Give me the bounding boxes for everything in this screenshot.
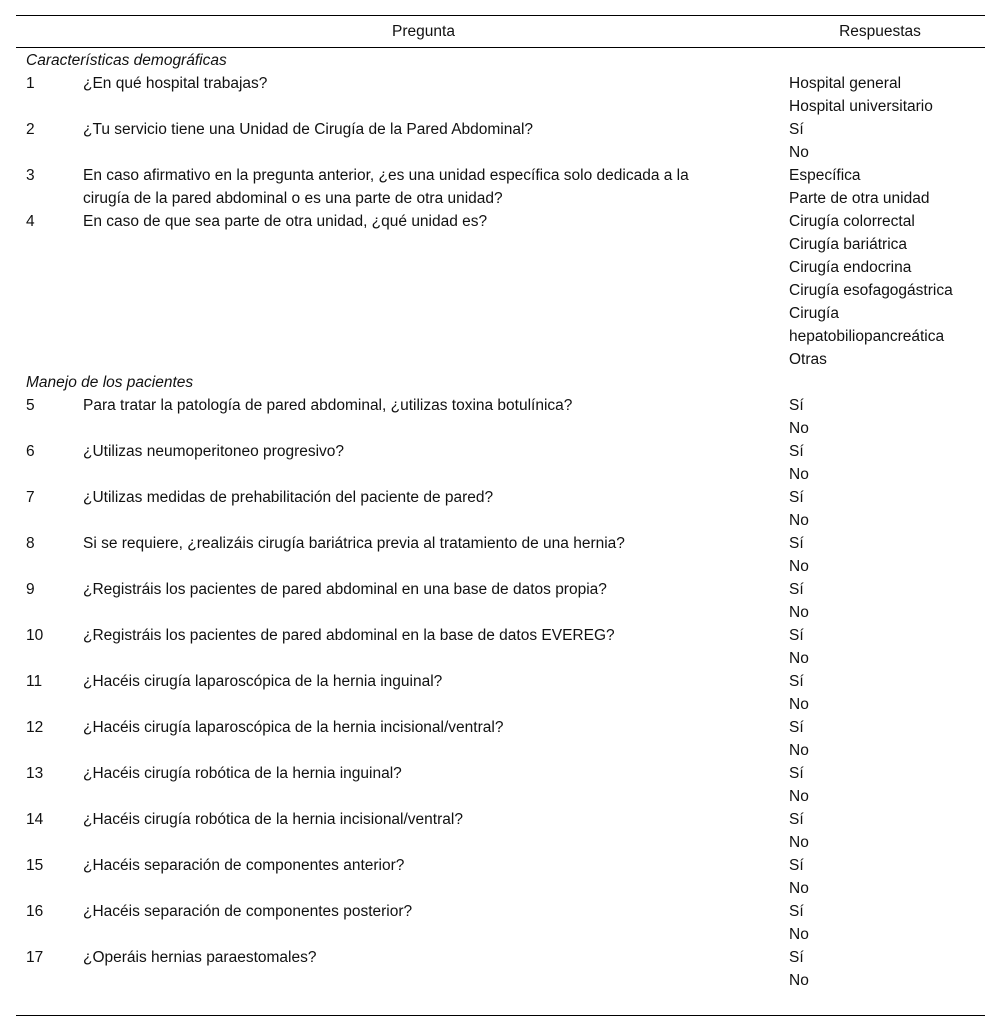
answer-option: No — [789, 972, 809, 989]
answer-list — [789, 394, 969, 440]
section-heading: Características demográficas — [26, 52, 227, 69]
answer-option: Sí — [789, 121, 804, 138]
answer-option: Sí — [789, 811, 804, 828]
answer-option: Cirugía endocrina — [789, 259, 912, 276]
question-text: ¿Hacéis cirugía robótica de la hernia inguinal? — [83, 765, 402, 782]
question-number: 6 — [26, 443, 35, 460]
table-row — [26, 900, 986, 946]
answer-option: Sí — [789, 765, 804, 782]
answer-option: Sí — [789, 489, 804, 506]
question-text: Si se requiere, ¿realizáis cirugía bariátrica previa al tratamiento de una hernia? — [83, 535, 625, 552]
answer-option: No — [789, 834, 809, 851]
question-number: 3 — [26, 167, 35, 184]
table-row — [26, 440, 986, 486]
answer-option: Otras — [789, 351, 827, 368]
question-number: 15 — [26, 857, 44, 874]
table-row — [26, 486, 986, 532]
answer-option: No — [789, 604, 809, 621]
answer-option: Sí — [789, 673, 804, 690]
answer-list — [789, 578, 969, 624]
answer-list — [789, 716, 969, 762]
answer-list — [789, 532, 969, 578]
answer-option: No — [789, 788, 809, 805]
answer-option: Parte de otra unidad — [789, 190, 930, 207]
question-text: ¿Utilizas neumoperitoneo progresivo? — [83, 443, 345, 460]
table-row — [26, 946, 986, 992]
answer-option: Cirugía bariátrica — [789, 236, 908, 253]
question-text: ¿Hacéis cirugía robótica de la hernia incisional/ventral? — [83, 811, 463, 828]
question-number: 14 — [26, 811, 44, 828]
table-row — [26, 72, 986, 118]
column-header-question: Pregunta — [392, 23, 455, 40]
question-text: ¿Hacéis cirugía laparoscópica de la hernia inguinal? — [83, 673, 443, 690]
answer-option: No — [789, 880, 809, 897]
answer-option: Sí — [789, 397, 804, 414]
question-number: 11 — [26, 673, 43, 690]
answer-option: Sí — [789, 949, 804, 966]
answer-option: No — [789, 696, 809, 713]
question-number: 8 — [26, 535, 35, 552]
question-number: 9 — [26, 581, 35, 598]
answer-list — [789, 762, 969, 808]
table-row — [26, 578, 986, 624]
answer-list — [789, 440, 969, 486]
answer-option: Hospital universitario — [789, 98, 933, 115]
question-number: 5 — [26, 397, 35, 414]
question-text: ¿Operáis hernias paraestomales? — [83, 949, 317, 966]
question-text: ¿Utilizas medidas de prehabilitación del paciente de pared? — [83, 489, 494, 506]
answer-option: Específica — [789, 167, 861, 184]
table-row — [26, 164, 986, 210]
question-text: ¿Hacéis separación de componentes anterior? — [83, 857, 405, 874]
answer-list — [789, 900, 969, 946]
question-number: 4 — [26, 213, 35, 230]
question-text: ¿Registráis los pacientes de pared abdominal en la base de datos EVEREG? — [83, 627, 615, 644]
table-top-rule — [16, 15, 985, 16]
answer-option: No — [789, 650, 809, 667]
answer-option: Cirugía esofagogástrica — [789, 282, 953, 299]
answer-list — [789, 210, 969, 371]
question-number: 12 — [26, 719, 44, 736]
header-rule — [16, 47, 985, 48]
question-text: ¿Registráis los pacientes de pared abdominal en una base de datos propia? — [83, 581, 607, 598]
answer-option: Cirugía hepatobiliopancreática — [789, 305, 945, 345]
answer-list — [789, 118, 969, 164]
question-number: 7 — [26, 489, 35, 506]
answer-option: No — [789, 926, 809, 943]
question-number: 10 — [26, 627, 44, 644]
answer-option: Sí — [789, 627, 804, 644]
answer-option: Sí — [789, 857, 804, 874]
answer-list — [789, 946, 969, 992]
table-row — [26, 118, 986, 164]
answer-list — [789, 486, 969, 532]
answer-option: Sí — [789, 443, 804, 460]
answer-list — [789, 854, 969, 900]
answer-option: Sí — [789, 535, 804, 552]
table-row — [26, 808, 986, 854]
table-row — [26, 716, 986, 762]
answer-option: Sí — [789, 719, 804, 736]
table-row — [26, 210, 986, 371]
question-text: ¿Hacéis cirugía laparoscópica de la hernia incisional/ventral? — [83, 719, 504, 736]
table-bottom-rule — [16, 1015, 985, 1016]
table-body — [26, 49, 986, 992]
answer-option: Sí — [789, 903, 804, 920]
table-row — [26, 670, 986, 716]
answer-option: No — [789, 512, 809, 529]
answer-option: No — [789, 420, 809, 437]
question-text: ¿En qué hospital trabajas? — [83, 75, 268, 92]
question-number: 1 — [26, 75, 35, 92]
table-row — [26, 532, 986, 578]
question-text: ¿Hacéis separación de componentes posterior? — [83, 903, 413, 920]
question-number: 17 — [26, 949, 44, 966]
answer-list — [789, 808, 969, 854]
answer-option: Hospital general — [789, 75, 902, 92]
answer-option: No — [789, 558, 809, 575]
table-row — [26, 854, 986, 900]
question-text: En caso de que sea parte de otra unidad, ¿qué unidad es? — [83, 213, 488, 230]
answer-list — [789, 624, 969, 670]
question-text: ¿Tu servicio tiene una Unidad de Cirugía de la Pared Abdominal? — [83, 121, 534, 138]
question-text: Para tratar la patología de pared abdominal, ¿utilizas toxina botulínica? — [83, 397, 573, 414]
answer-option: No — [789, 144, 809, 161]
column-header-answers: Respuestas — [839, 23, 921, 40]
answer-option: Sí — [789, 581, 804, 598]
question-number: 2 — [26, 121, 35, 138]
answer-option: No — [789, 742, 809, 759]
answer-list — [789, 670, 969, 716]
question-text: En caso afirmativo en la pregunta anterior, ¿es una unidad específica solo dedicada a la cirugía de la pared abdominal o es una parte de otra unidad? — [83, 167, 689, 207]
answer-list — [789, 164, 969, 210]
table-row — [26, 394, 986, 440]
question-number: 16 — [26, 903, 44, 920]
question-number: 13 — [26, 765, 44, 782]
answer-list — [789, 72, 969, 118]
answer-option: No — [789, 466, 809, 483]
table-row — [26, 762, 986, 808]
answer-option: Cirugía colorrectal — [789, 213, 915, 230]
table-row — [26, 624, 986, 670]
section-heading: Manejo de los pacientes — [26, 374, 194, 391]
